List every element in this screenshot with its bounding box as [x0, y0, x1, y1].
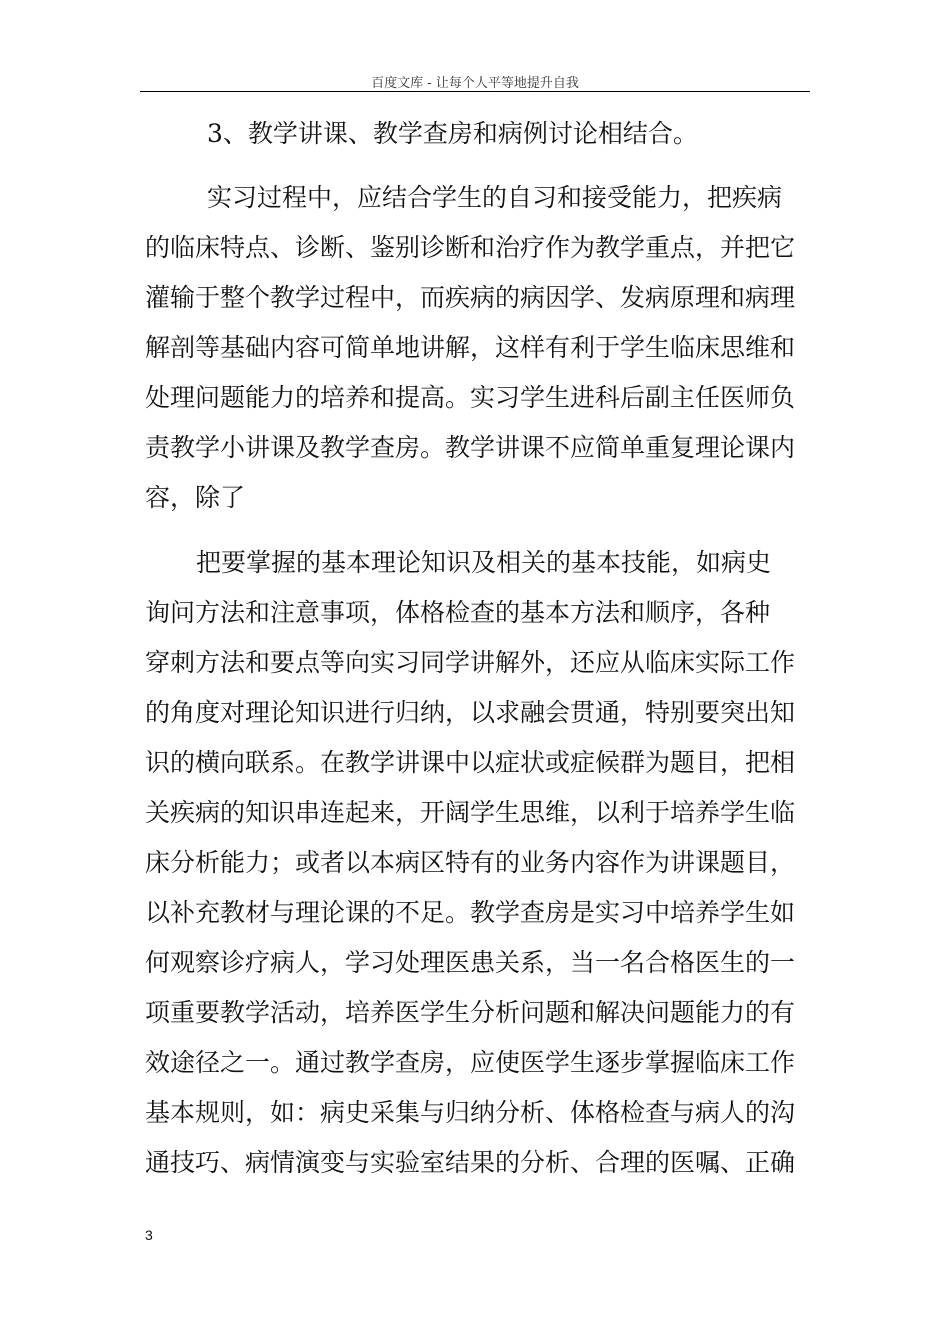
text-line: 容，除了 [145, 483, 246, 512]
text-line: 的临床特点、诊断、鉴别诊断和治疗作为教学重点，并把它 [145, 233, 796, 262]
text-line: 项重要教学活动，培养医学生分析问题和解决问题能力的有 [145, 998, 796, 1027]
text-line: 基本规则，如：病史采集与归纳分析、体格检查与病人的沟 [145, 1098, 796, 1127]
text-line: 床分析能力；或者以本病区特有的业务内容作为讲课题目， [145, 848, 796, 877]
section-heading: 3、教学讲课、教学查房和病例讨论相结合。 [207, 119, 698, 148]
text-line: 穿刺方法和要点等向实习同学讲解外，还应从临床实际工作 [145, 648, 796, 677]
text-line: 以补充教材与理论课的不足。教学查房是实习中培养学生如 [145, 898, 796, 927]
page-number: 3 [145, 1227, 153, 1243]
text-line: 处理问题能力的培养和提高。实习学生进科后副主任医师负 [145, 383, 796, 412]
text-line: 询问方法和注意事项，体格检查的基本方法和顺序，各种 [145, 598, 771, 627]
text-line: 通技巧、病情演变与实验室结果的分析、合理的医嘱、正确 [145, 1148, 796, 1177]
text-line: 关疾病的知识串连起来，开阔学生思维，以利于培养学生临 [145, 798, 796, 827]
text-line: 何观察诊疗病人，学习处理医患关系，当一名合格医生的一 [145, 948, 796, 977]
text-line: 的角度对理论知识进行归纳，以求融会贯通，特别要突出知 [145, 698, 796, 727]
text-line: 识的横向联系。在教学讲课中以症状或症候群为题目，把相 [145, 748, 796, 777]
text-line: 责教学小讲课及教学查房。教学讲课不应简单重复理论课内 [145, 433, 796, 462]
text-line: 效途径之一。通过教学查房，应使医学生逐步掌握临床工作 [145, 1048, 796, 1077]
text-line: 实习过程中，应结合学生的自习和接受能力，把疾病 [207, 183, 783, 212]
header-title: 百度文库 - 让每个人平等地提升自我 [371, 76, 579, 91]
header-divider [140, 91, 810, 92]
text-line: 把要掌握的基本理论知识及相关的基本技能，如病史 [196, 548, 772, 577]
text-line: 灌输于整个教学过程中，而疾病的病因学、发病原理和病理 [145, 283, 796, 312]
text-line: 解剖等基础内容可简单地讲解，这样有利于学生临床思维和 [145, 333, 796, 362]
